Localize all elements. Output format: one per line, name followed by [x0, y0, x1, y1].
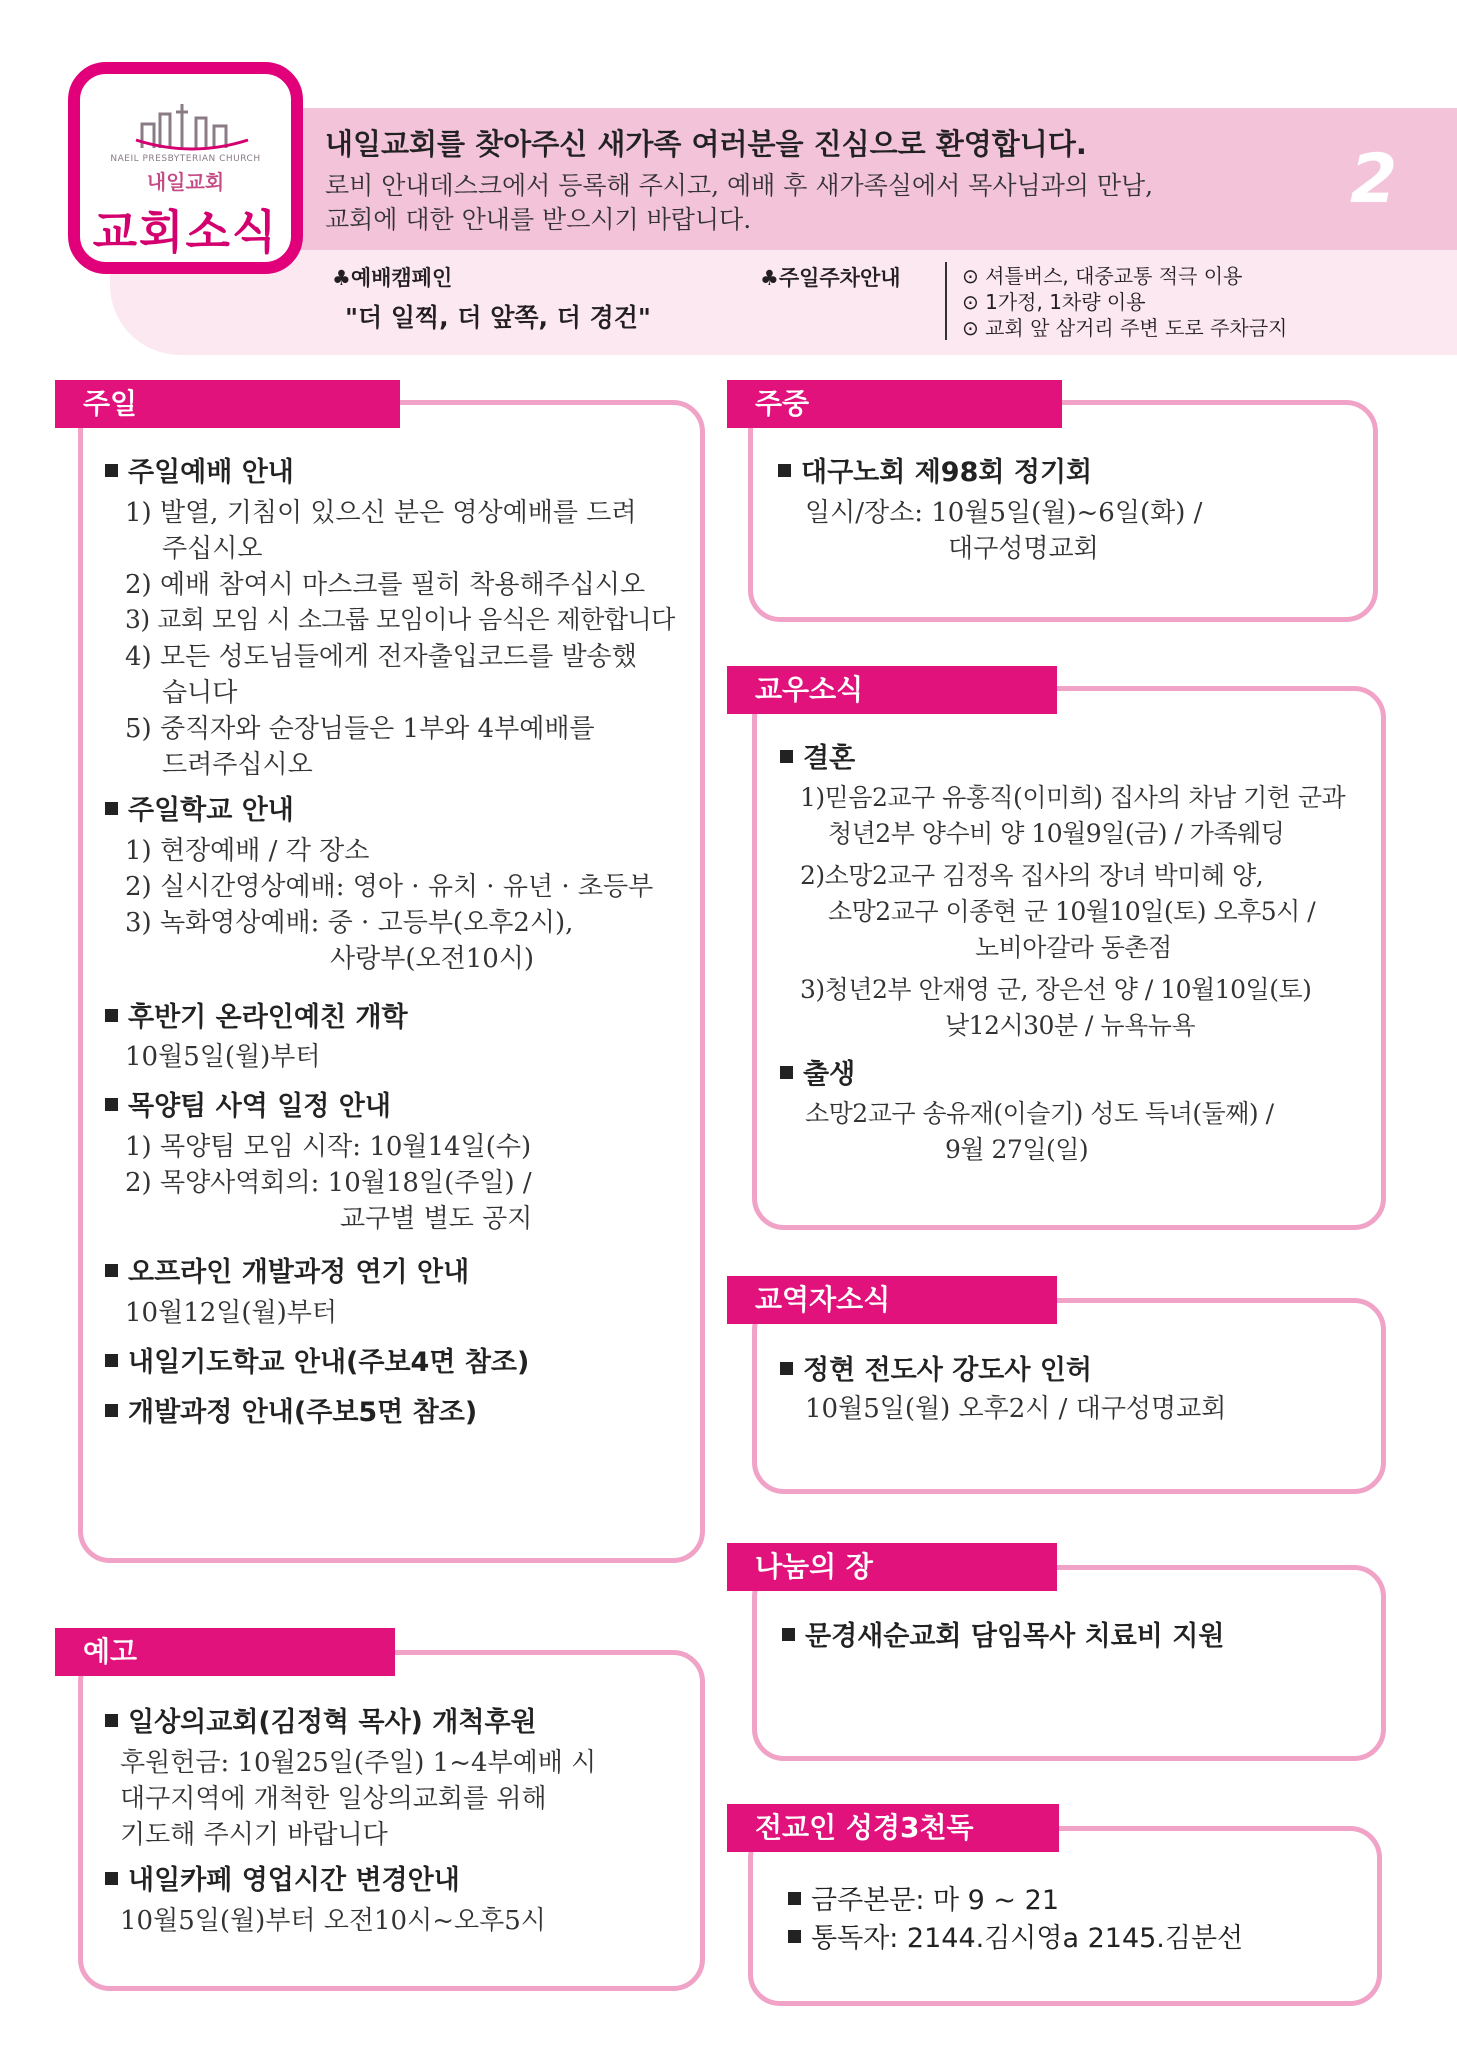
item-line: 2) 실시간영상예배: 영아 · 유치 · 유년 · 초등부 — [125, 872, 654, 902]
item-line: 습니다 — [162, 678, 238, 708]
item-title: 문경새순교회 담임목사 치료비 지원 — [782, 1614, 1224, 1653]
item-line: 일시/장소: 10월5일(월)~6일(화) / — [805, 498, 1203, 528]
item-line: 대구성명교회 — [948, 534, 1099, 564]
item-line: 5) 중직자와 순장님들은 1부와 4부예배를 — [125, 714, 595, 744]
parking-item: ⊙ 1가정, 1차량 이용 — [962, 290, 1146, 314]
parking-label: ♣주일주차안내 — [760, 266, 901, 290]
item-line: 1) 목양팀 모임 시작: 10월14일(수) — [125, 1132, 532, 1162]
page-title: 교회소식 — [92, 205, 279, 259]
item-title: 일상의교회(김정혁 목사) 개척후원 — [105, 1700, 537, 1739]
item-line: 2) 목양사역회의: 10월18일(주일) / — [125, 1168, 532, 1198]
item-line: 주십시오 — [162, 534, 263, 564]
bible-reading-tab: 전교인 성경3천독 — [727, 1804, 1059, 1852]
sharing-tab: 나눔의 장 — [727, 1543, 1057, 1591]
item-line: 청년2부 양수비 양 10월9일(금) / 가족웨딩 — [828, 819, 1285, 848]
sunday-tab: 주일 — [55, 380, 400, 428]
item-line: 낮12시30분 / 뉴욕뉴욕 — [945, 1011, 1195, 1040]
item-line: 소망2교구 송유재(이슬기) 성도 득녀(둘째) / — [805, 1099, 1274, 1128]
logo-subtitle: NAEIL PRESBYTERIAN CHURCH — [110, 154, 261, 164]
members-tab: 교우소식 — [727, 666, 1057, 714]
item-title: 오프라인 개발과정 연기 안내 — [105, 1250, 469, 1289]
logo-name: 내일교회 — [146, 170, 225, 194]
item-line: 1) 발열, 기침이 있으신 분은 영상예배를 드려 — [125, 498, 637, 528]
church-skyline-icon — [132, 96, 252, 156]
item-title: 목양팀 사역 일정 안내 — [105, 1084, 391, 1123]
item-line: 9월 27일(일) — [945, 1135, 1089, 1164]
item-line: 10월12일(월)부터 — [125, 1298, 338, 1328]
item-line: 3)청년2부 안재영 군, 장은선 양 / 10월10일(토) — [800, 975, 1312, 1004]
item-title: 주일예배 안내 — [105, 450, 294, 489]
item-line: 4) 모든 성도님들에게 전자출입코드를 발송했 — [125, 642, 637, 672]
ministers-tab: 교역자소식 — [727, 1276, 1057, 1324]
parking-item: ⊙ 셔틀버스, 대중교통 적극 이용 — [962, 264, 1243, 288]
item-title: 개발과정 안내(주보5면 참조) — [105, 1390, 477, 1429]
item-line: 10월5일(월) 오후2시 / 대구성명교회 — [805, 1394, 1227, 1424]
campaign-slogan: "더 일찍, 더 앞쪽, 더 경건" — [345, 303, 651, 332]
item-line: 노비아갈라 동촌점 — [975, 933, 1172, 962]
item-title: 내일카페 영업시간 변경안내 — [105, 1858, 460, 1897]
item-line: 3) 교회 모임 시 소그룹 모임이나 음식은 제한합니다 — [125, 605, 675, 634]
item-line: 후원헌금: 10월25일(주일) 1~4부예배 시 — [120, 1748, 597, 1778]
item-line: 3) 녹화영상예배: 중 · 고등부(오후2시), — [125, 908, 574, 938]
welcome-title: 내일교회를 찾아주신 새가족 여러분을 진심으로 환영합니다. — [325, 127, 1087, 161]
item-line: 사랑부(오전10시) — [330, 944, 535, 974]
welcome-line: 로비 안내데스크에서 등록해 주시고, 예배 후 새가족실에서 목사님과의 만남, — [325, 171, 1154, 200]
item-line: 2) 예배 참여시 마스크를 필히 착용해주십시오 — [125, 570, 646, 600]
parking-item: ⊙ 교회 앞 삼거리 주변 도로 주차금지 — [962, 316, 1288, 340]
church-logo — [68, 62, 303, 274]
welcome-line: 교회에 대한 안내를 받으시기 바랍니다. — [325, 205, 752, 234]
item-line: 10월5일(월)부터 — [125, 1042, 321, 1072]
item-line: 1)믿음2교구 유홍직(이미희) 집사의 차남 기헌 군과 — [800, 783, 1346, 812]
item-line: 2)소망2교구 김정옥 집사의 장녀 박미혜 양, — [800, 861, 1264, 890]
item-title: 결혼 — [780, 736, 855, 775]
item-line: 교구별 별도 공지 — [340, 1204, 533, 1234]
bible-reading-item: 금주본문: 마 9 ~ 21 — [788, 1878, 1059, 1917]
item-title: 주일학교 안내 — [105, 788, 294, 827]
item-line: 대구지역에 개척한 일상의교회를 위해 — [120, 1784, 547, 1814]
divider — [945, 262, 947, 340]
item-line: 1) 현장예배 / 각 장소 — [125, 836, 370, 866]
item-title: 정현 전도사 강도사 인허 — [780, 1348, 1092, 1387]
item-line: 기도해 주시기 바랍니다 — [120, 1820, 388, 1850]
item-title: 출생 — [780, 1052, 855, 1091]
notice-tab: 예고 — [55, 1628, 395, 1676]
bible-reading-item: 통독자: 2144.김시영a 2145.김분선 — [788, 1916, 1243, 1955]
item-title: 내일기도학교 안내(주보4면 참조) — [105, 1340, 529, 1379]
item-title: 후반기 온라인예친 개학 — [105, 995, 408, 1034]
campaign-label: ♣예배캠페인 — [332, 266, 453, 290]
item-line: 10월5일(월)부터 오전10시~오후5시 — [120, 1906, 546, 1936]
page-number: 2 — [1350, 140, 1398, 219]
item-title: 대구노회 제98회 정기회 — [778, 450, 1092, 489]
item-line: 드려주십시오 — [162, 750, 313, 780]
weekday-tab: 주중 — [727, 380, 1062, 428]
item-line: 소망2교구 이종현 군 10월10일(토) 오후5시 / — [828, 897, 1316, 926]
sharing-section — [752, 1565, 1386, 1761]
